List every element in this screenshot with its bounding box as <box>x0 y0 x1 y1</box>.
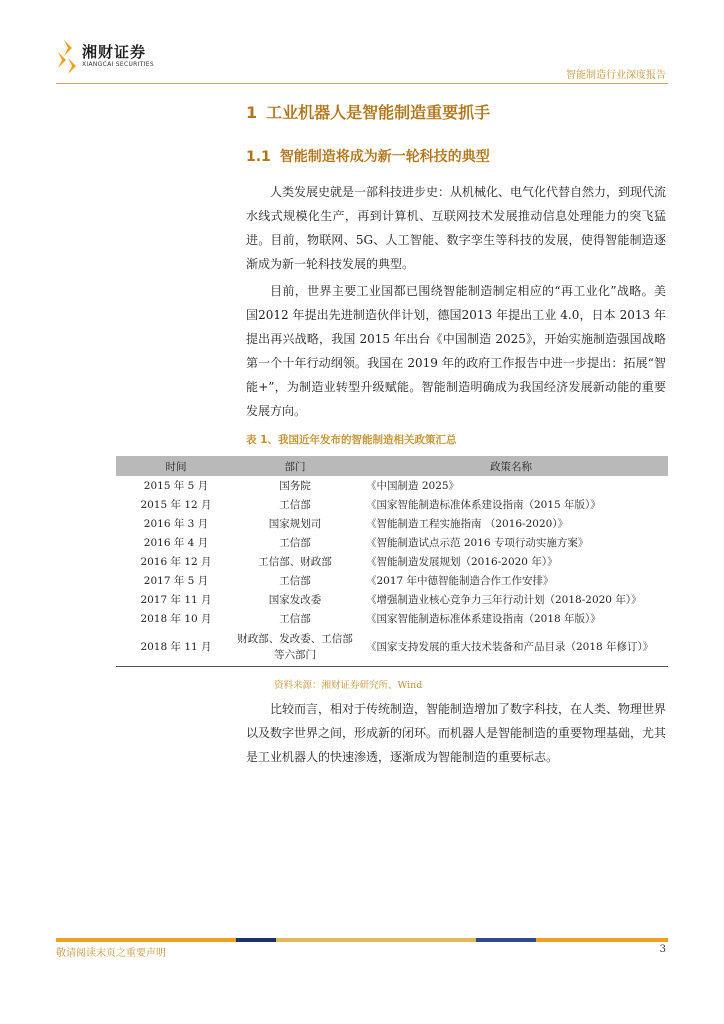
report-type-label: 智能制造行业深度报告 <box>566 70 666 81</box>
table-cell-time: 2016 年 4 月 <box>143 536 209 549</box>
section-title: 工业机器人是智能制造重要抓手 <box>266 103 491 122</box>
company-logo <box>54 38 154 78</box>
table-row <box>116 571 668 590</box>
table-cell-department: 工信部 <box>279 536 311 549</box>
table-row <box>116 552 668 571</box>
table-cell-policy: 《国家智能制造标准体系建设指南（2015 年版）》 <box>366 498 601 511</box>
table-cell-policy: 《智能制造工程实施指南 （2016-2020）》 <box>366 517 569 530</box>
footer-color-bars <box>56 938 668 942</box>
section-number: 1 <box>246 103 258 122</box>
body-paragraph-1: 人类发展史就是一部科技进步史：从机械化、电气化代替自然力，到现代流水线式规模化生产，再到计算机、互联网技术发展推动信息处理能力的突飞猛进。目前，物联网、5G、人工智能、数字孪生等科技的发展，使得智能制造逐渐成为新一轮科技发展的典型。 <box>246 185 667 271</box>
table-cell-policy: 《智能制造试点示范 2016 专项行动实施方案》 <box>366 536 589 549</box>
footer-disclaimer: 敬请阅读末页之重要声明 <box>56 948 166 959</box>
table-cell-department: 工信部 <box>279 574 311 587</box>
subsection-title: 智能制造将成为新一轮科技的典型 <box>279 149 490 165</box>
table-row <box>116 495 668 514</box>
table-cell-department: 国家发改委 <box>268 593 322 606</box>
column-header-policy: 政策名称 <box>354 456 668 476</box>
table-cell-time: 2017 年 11 月 <box>140 593 212 606</box>
table-cell-department: 工信部 <box>279 612 311 625</box>
table-cell-department: 工信部、财政部 <box>258 555 332 568</box>
table-cell-time: 2016 年 3 月 <box>143 517 209 530</box>
table-caption: 表 1、我国近年发布的智能制造相关政策汇总 <box>246 434 457 446</box>
column-header-time: 时间 <box>116 456 236 476</box>
table-header-row <box>116 456 668 476</box>
column-header-department: 部门 <box>236 456 354 476</box>
logo-chinese-name: 湘财证券 <box>82 43 147 61</box>
table-row <box>116 476 668 495</box>
page-header <box>0 0 724 92</box>
table-cell-policy: 《中国制造 2025》 <box>366 479 460 492</box>
table-cell-department: 工信部 <box>279 498 311 511</box>
subsection-number: 1.1 <box>246 149 271 165</box>
table-cell-department: 财政部、发改委、工信部等六部门 <box>236 628 354 667</box>
table-cell-department: 国务院 <box>279 479 311 492</box>
logo-mark-icon <box>54 38 80 76</box>
page-number: 3 <box>659 944 666 955</box>
table-cell-time: 2018 年 11 月 <box>116 628 236 667</box>
table-cell-policy: 《智能制造发展规划（2016-2020 年）》 <box>366 555 558 568</box>
table-cell-time: 2015 年 12 月 <box>140 498 212 511</box>
table-row <box>116 590 668 609</box>
table-cell-policy: 《2017 年中德智能制造合作工作安排》 <box>366 574 554 587</box>
table-cell-time: 2016 年 12 月 <box>140 555 212 568</box>
header-divider <box>56 83 668 84</box>
table-source: 资料来源：湘财证券研究所、Wind <box>274 680 423 691</box>
table-cell-policy: 《国家支持发展的重大技术装备和产品目录（2018 年修订）》 <box>354 628 668 667</box>
body-paragraph-3: 比较而言，相对于传统制造，智能制造增加了数字科技，在人类、物理世界以及数字世界之间，形成新的闭环。而机器人是智能制造的重要物理基础，尤其是工业机器人的快速渗透，逐渐成为智能制造的重要标志。 <box>246 702 667 764</box>
body-paragraph-2: 目前，世界主要工业国都已围绕智能制造制定相应的“再工业化”战略。美国2012 年提出先进制造伙伴计划，德国2013 年提出工业 4.0，日本 2013 年提出再兴战略，我国 2015 年出台《中国制造 2025》，开始实施制造强国战略第一个十年行动纲领。我国在 2019 年的政府工作报告中进一步提出：拓展“智能+”，为制造业转型升级赋能。智能制造明确成为我国经济发展新动能的重要发展方向。 <box>246 284 666 418</box>
table-cell-department: 国家规划司 <box>268 517 322 530</box>
table-row <box>116 609 668 628</box>
table-cell-time: 2018 年 10 月 <box>140 612 212 625</box>
table-row <box>116 628 668 667</box>
logo-english-name: XIANGCAI SECURITIES <box>82 61 154 68</box>
table-cell-time: 2015 年 5 月 <box>143 479 209 492</box>
policy-table <box>116 456 668 667</box>
table-row <box>116 533 668 552</box>
subsection-heading <box>246 146 490 166</box>
table-cell-policy: 《增强制造业核心竞争力三年行动计划（2018-2020 年）》 <box>366 593 642 606</box>
table-cell-time: 2017 年 5 月 <box>143 574 209 587</box>
table-row <box>116 514 668 533</box>
table-cell-policy: 《国家智能制造标准体系建设指南（2018 年版）》 <box>366 612 601 625</box>
section-heading <box>246 100 490 123</box>
